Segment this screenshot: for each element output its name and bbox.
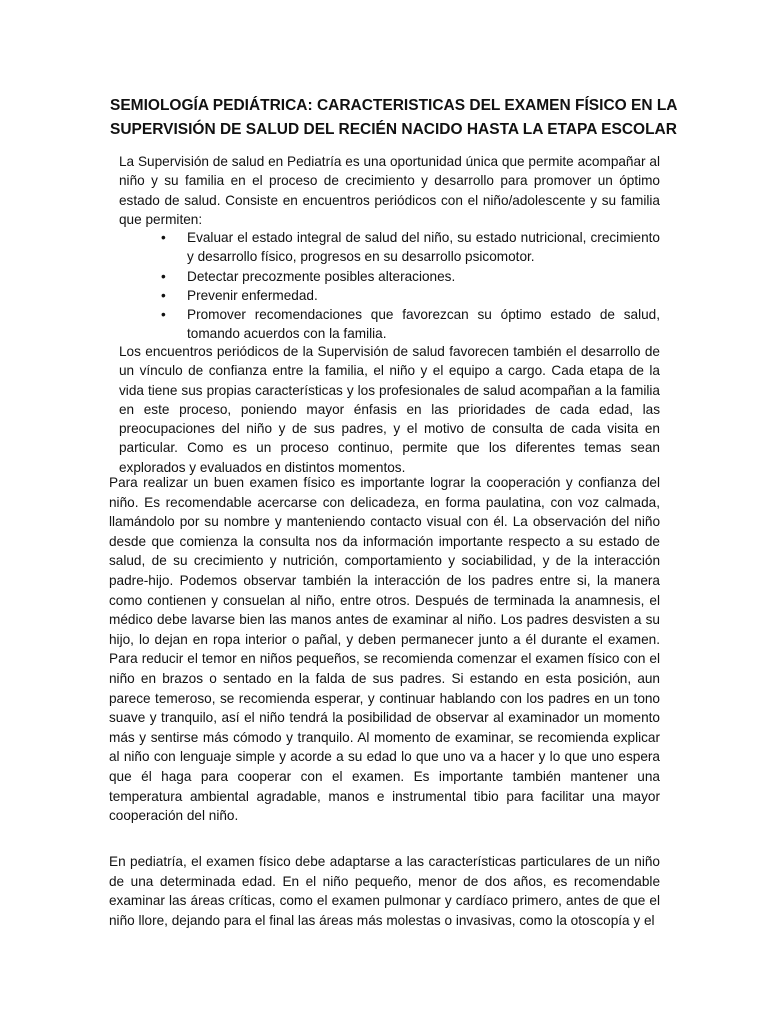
bullet-marker: • — [161, 268, 166, 284]
title-line-2: SUPERVISIÓN DE SALUD DEL RECIÉN NACIDO HASTA LA ETAPA ESCOLAR — [110, 121, 677, 138]
bullet-marker: • — [161, 307, 166, 323]
list-item-text: Promover recomendaciones que favorezcan su óptimo estado de salud, tomando acuerdos con la familia. — [187, 307, 660, 342]
bullet-marker: • — [161, 230, 166, 245]
list-item-text: Prevenir enfermedad. — [187, 287, 318, 303]
pediatria-paragraph: En pediatría, el examen físico debe adaptarse a las características particulares de un niño de una determinada edad. En el niño pequeño, menor de dos años, es recomendable examinar las áreas críticas, como el examen pulmonar y cardíaco primero, antes de que el niño llore, dejando para el final las áreas más molestas o invasivas, como la otoscopía y el — [109, 854, 660, 928]
list-item — [161, 286, 660, 305]
list-item-text: Evaluar el estado integral de salud del niño, su estado nutricional, crecimiento y desarrollo físico, progresos en su desarrollo psicomotor. — [187, 230, 660, 265]
objectives-list — [161, 228, 660, 344]
list-item — [161, 305, 660, 344]
list-item — [161, 267, 660, 286]
title-line-1: SEMIOLOGÍA PEDIÁTRICA: CARACTERISTICAS DEL EXAMEN FÍSICO EN LA — [110, 97, 678, 114]
examen-fisico-paragraph: Para realizar un buen examen físico es importante lograr la cooperación y confianza del niño. Es recomendable acercarse con delicadeza, en forma paulatina, con voz calmada, llamándolo por su nombre y manteniendo contacto visual con él. La observación del niño desde que comienza la consulta nos da información importante respecto a su estado de salud, de su crecimiento y nutrición, comportamiento y sociabilidad, y de la interacción padre-hijo. Podemos observar también la interacción de los padres entre si, la manera como contienen y consuelan al niño, entre otros. Después de terminada la anamnesis, el médico debe lavarse bien las manos antes de examinar al niño. Los padres desvisten a su hijo, lo dejan en ropa interior o pañal, y deben permanecer junto a él durante el examen. Para reducir el temor en niños pequeños, se recomienda comenzar el examen físico con el niño en brazos o sentado en la falda de sus padres. Si estando en esta posición, aun parece temeroso, se recomienda esperar, y continuar hablando con los padres en un tono suave y tranquilo, así el niño tendrá la posibilidad de observar al examinador un momento más y sentirse más cómodo y tranquilo. Al momento de examinar, se recomienda explicar al niño con lenguaje simple y acorde a su edad lo que uno va a hacer y lo que uno espera que él haga para cooperar con el examen. Es importante también mantener una temperatura ambiental agradable, manos e instrumental tibio para facilitar una mayor cooperación del niño. — [109, 475, 660, 824]
bullet-marker: • — [161, 287, 166, 303]
intro-paragraph: La Supervisión de salud en Pediatría es una oportunidad única que permite acompañar al niño y su familia en el proceso de crecimiento y desarrollo para promover un óptimo estado de salud. Consiste en encuentros periódicos con el niño/adolescente y su familia que permiten: — [119, 154, 660, 227]
document-title — [110, 94, 678, 142]
encuentros-paragraph: Los encuentros periódicos de la Supervisión de salud favorecen también el desarrollo de un vínculo de confianza entre la familia, el niño y el equipo a cargo. Cada etapa de la vida tiene sus propias características y los profesionales de salud acompañan a la familia en este proceso, poniendo mayor énfasis en las prioridades de cada edad, las preocupaciones del niño y de sus padres, y el motivo de consulta de cada visita en particular. Como es un proceso continuo, permite que los diferentes temas sean explorados y evaluados en distintos momentos. — [119, 344, 660, 475]
list-item-text: Detectar precozmente posibles alteraciones. — [187, 268, 456, 284]
list-item — [161, 228, 660, 267]
